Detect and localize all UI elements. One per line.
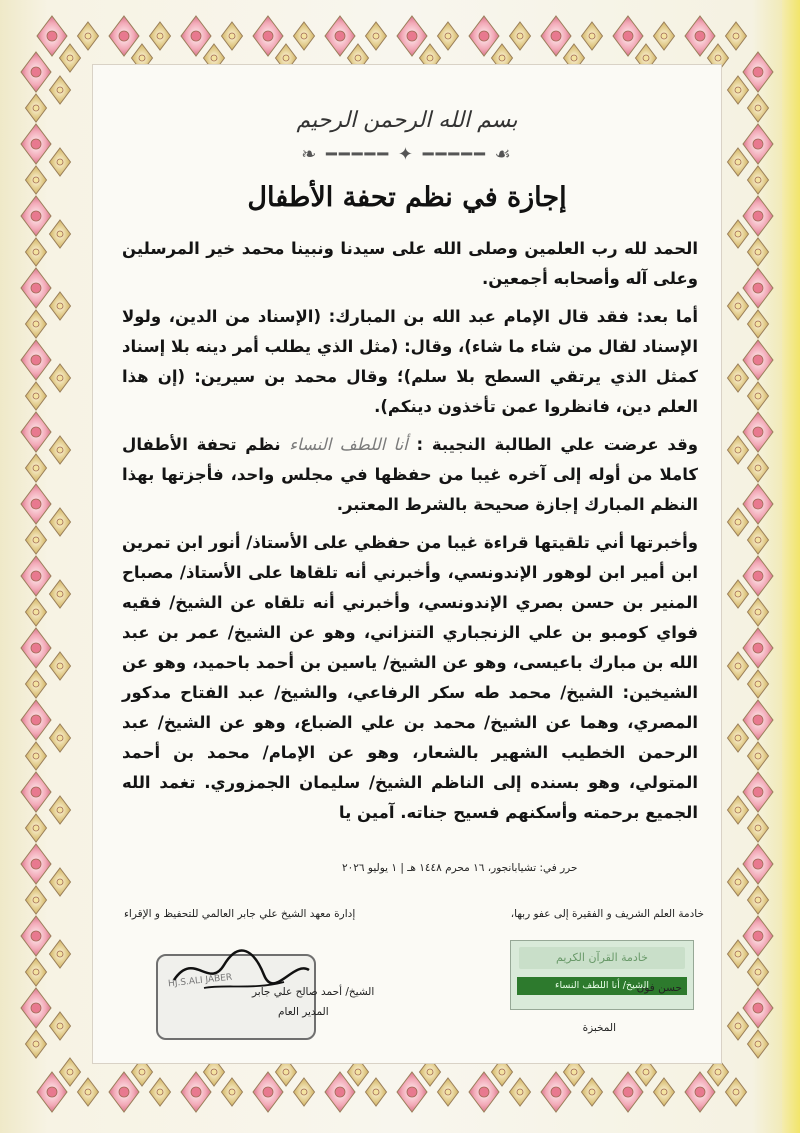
border-motif — [50, 292, 71, 320]
border-motif — [743, 196, 773, 236]
border-motif — [728, 1012, 749, 1040]
border-motif — [748, 238, 769, 266]
border-motif — [21, 52, 51, 92]
border-motif — [37, 16, 67, 56]
border-motif — [613, 16, 643, 56]
presentation-suffix: نظم تحفة الأطفال كاملا من أوله إلى آخره غيبا من حفظها في مجلس واحد، فأجزتها بهذا النظم — [122, 435, 698, 514]
student-name: أنا اللطف النساء — [289, 435, 408, 454]
border-motif — [582, 1078, 603, 1106]
border-motif — [748, 454, 769, 482]
border-motif — [26, 742, 47, 770]
border-motif — [438, 1078, 459, 1106]
border-motif — [613, 1072, 643, 1112]
border-motif — [728, 868, 749, 896]
border-motif — [181, 1072, 211, 1112]
border-motif — [728, 220, 749, 248]
border-motif — [78, 1078, 99, 1106]
divider-ornament: ❧ ━━━━━ ✦ ━━━━━ ☙ — [301, 144, 513, 165]
border-motif — [21, 340, 51, 380]
border-motif — [366, 22, 387, 50]
teacher-signature-text: حسن فون — [636, 982, 682, 994]
border-motif — [294, 1078, 315, 1106]
border-motif — [748, 814, 769, 842]
border-motif — [469, 16, 499, 56]
border-motif — [743, 628, 773, 668]
border-motif — [60, 44, 81, 72]
border-motif — [150, 1078, 171, 1106]
border-motif — [748, 742, 769, 770]
border-motif — [541, 1072, 571, 1112]
border-motif — [748, 166, 769, 194]
border-motif — [60, 1058, 81, 1086]
border-motif — [26, 454, 47, 482]
border-motif — [728, 364, 749, 392]
border-motif — [743, 988, 773, 1028]
border-motif — [748, 958, 769, 986]
border-motif — [21, 196, 51, 236]
border-motif — [743, 700, 773, 740]
presentation-end: المبارك إجازة صحيحة بالشرط المعتبر. — [336, 495, 645, 514]
border-motif — [748, 310, 769, 338]
border-motif — [50, 436, 71, 464]
border-motif — [37, 1072, 67, 1112]
certificate-sheet — [92, 64, 722, 1064]
border-motif — [21, 124, 51, 164]
border-motif — [50, 508, 71, 536]
border-motif — [728, 724, 749, 752]
border-motif — [748, 886, 769, 914]
border-motif — [469, 1072, 499, 1112]
border-motif — [685, 16, 715, 56]
border-motif — [728, 292, 749, 320]
border-motif — [50, 148, 71, 176]
border-motif — [78, 22, 99, 50]
border-motif — [21, 556, 51, 596]
certificate-body — [122, 234, 698, 836]
border-motif — [728, 580, 749, 608]
border-motif — [743, 484, 773, 524]
border-motif — [21, 268, 51, 308]
border-motif — [541, 16, 571, 56]
border-motif — [728, 796, 749, 824]
border-motif — [50, 724, 71, 752]
border-motif — [50, 796, 71, 824]
presentation-prefix: وقد عرضت علي الطالبة النجيبة : — [416, 435, 699, 454]
border-motif — [222, 1078, 243, 1106]
paragraph-chain: وأخبرتها أني تلقيتها قراءة غيبا من حفظي على الأستاذ/ أنور ابن تمرين ابن أمير ابن لوهور الإندونسي، وأخبرني أنه تلقاها على الأستاذ/ مصباح المنير بن حسن بصري الإندونسي، وأخبرني أنه تلقاه عن الشيخ/ فقيه فواي كومبو بن علي الزنجباري التنزاني، وهو عن الشيخ/ عمر بن عبد الله بن مبارك باعيسى، وهو عن الشيخ/ ياسين بن أحمد باحميد، وهو عن الشيخين: الشيخ/ محمد طه سكر الرفاعي، والشيخ/ عبد الفتاح مدكور المصري، وهما عن الشيخ/ محمد بن علي الضباع، وهو عن الشيخ/ عبد الرحمن الخطيب الشهير بالشعار، وهو عن الإمام/ محمد بن أحمد المتولي، وهو بسنده إلى الناظم الشيخ/ سليمان الجمزوري. تغمد الله الجميع برحمته وأسكنهم فسيح جناته. آمين يا — [122, 533, 698, 822]
border-motif — [743, 412, 773, 452]
border-motif — [510, 1078, 531, 1106]
border-motif — [26, 238, 47, 266]
border-motif — [748, 382, 769, 410]
border-motif — [26, 526, 47, 554]
border-motif — [325, 16, 355, 56]
border-motif — [21, 700, 51, 740]
left-institution: إدارة معهد الشيخ علي جابر العالمي للتحفيظ و الإقراء — [124, 908, 356, 920]
border-motif — [510, 22, 531, 50]
border-motif — [726, 1078, 747, 1106]
border-motif — [748, 1030, 769, 1058]
border-motif — [728, 148, 749, 176]
border-motif — [397, 16, 427, 56]
border-motif — [685, 1072, 715, 1112]
border-motif — [50, 364, 71, 392]
place-date: حرر في: تشيابانجور، ١٦ محرم ١٤٤٨ هـ | ١ يوليو ٢٠٢٦ — [342, 862, 578, 874]
certificate-title: إجازة في نظم تحفة الأطفال — [247, 182, 567, 213]
border-motif — [325, 1072, 355, 1112]
right-institution: خادمة العلم الشريف و الفقيرة إلى عفو ربها، — [510, 908, 704, 920]
border-motif — [726, 22, 747, 50]
border-motif — [21, 988, 51, 1028]
border-motif — [26, 958, 47, 986]
border-motif — [654, 1078, 675, 1106]
border-motif — [748, 526, 769, 554]
border-motif — [743, 52, 773, 92]
border-motif — [26, 382, 47, 410]
border-motif — [654, 22, 675, 50]
border-motif — [743, 844, 773, 884]
border-motif — [50, 940, 71, 968]
border-motif — [748, 670, 769, 698]
border-motif — [26, 886, 47, 914]
border-motif — [21, 628, 51, 668]
border-motif — [26, 1030, 47, 1058]
border-motif — [294, 22, 315, 50]
border-motif — [50, 76, 71, 104]
border-motif — [50, 868, 71, 896]
border-motif — [50, 652, 71, 680]
paragraph-isnad-quotes: أما بعد: فقد قال الإمام عبد الله بن المبارك: (الإسناد من الدين، ولولا الإسناد لقال من شاء ما شاء)، وقال: (مثل الذي يطلب أمر دينه بلا إسناد كمثل الذي يرتقي السطح بلا سلم)؛ وقال محمد بن سيرين: (إن هذا العلم دين، فانظروا عمن تأخذون دينكم). — [122, 307, 698, 416]
border-motif — [743, 916, 773, 956]
border-motif — [222, 22, 243, 50]
border-motif — [26, 814, 47, 842]
border-motif — [728, 508, 749, 536]
border-motif — [26, 670, 47, 698]
border-motif — [748, 94, 769, 122]
border-motif — [582, 22, 603, 50]
border-motif — [397, 1072, 427, 1112]
border-motif — [438, 22, 459, 50]
border-motif — [743, 124, 773, 164]
border-motif — [21, 916, 51, 956]
bismillah: بسم الله الرحمن الرحيم — [296, 108, 518, 133]
paragraph-opening: الحمد لله رب العلمين وصلى الله على سيدنا ونبينا محمد خير المرسلين وعلى آله وأصحابه أجمعين. — [122, 239, 698, 288]
border-motif — [743, 556, 773, 596]
border-motif — [728, 76, 749, 104]
border-motif — [150, 22, 171, 50]
border-motif — [743, 268, 773, 308]
stamp-text: HJ.S.ALI JABER — [167, 972, 233, 990]
border-motif — [26, 598, 47, 626]
border-motif — [743, 772, 773, 812]
border-motif — [26, 166, 47, 194]
border-motif — [50, 220, 71, 248]
green-stamp — [510, 940, 694, 1010]
border-motif — [109, 16, 139, 56]
border-motif — [748, 598, 769, 626]
border-motif — [181, 16, 211, 56]
stamp-bar: الشيخ/ أنا اللطف النساء — [517, 977, 687, 995]
border-motif — [50, 580, 71, 608]
border-motif — [21, 772, 51, 812]
border-motif — [728, 652, 749, 680]
border-motif — [743, 340, 773, 380]
border-motif — [728, 436, 749, 464]
border-motif — [21, 844, 51, 884]
border-motif — [26, 310, 47, 338]
border-motif — [253, 16, 283, 56]
border-motif — [366, 1078, 387, 1106]
border-motif — [50, 1012, 71, 1040]
border-motif — [21, 484, 51, 524]
border-motif — [26, 94, 47, 122]
teacher-label: المخبزة — [582, 1022, 616, 1034]
border-motif — [253, 1072, 283, 1112]
border-motif — [728, 940, 749, 968]
paragraph-presentation — [122, 430, 698, 520]
stamp-header: خادمة القرآن الكريم — [519, 947, 685, 969]
border-motif — [21, 412, 51, 452]
border-motif — [109, 1072, 139, 1112]
director-title: المدير العام — [278, 1006, 329, 1018]
director-name: الشيخ/ أحمد صالح علي جابر — [252, 986, 375, 998]
